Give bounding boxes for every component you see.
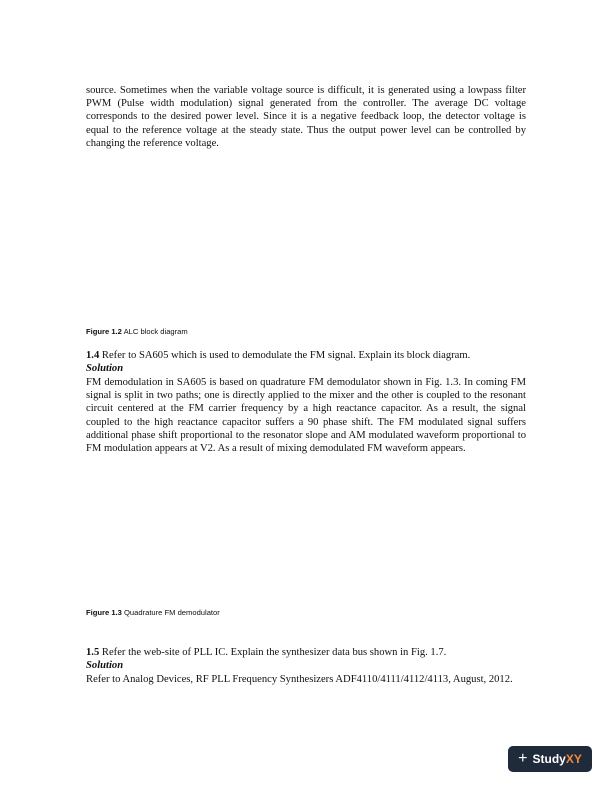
question-1-4 xyxy=(86,349,526,362)
question-1-4-text: Refer to SA605 which is used to demodulate the FM signal. Explain its block diagram. xyxy=(99,350,471,361)
solution-1-4-answer: FM demodulation in SA605 is based on quadrature FM demodulator shown in Fig. 1.3. In coming FM signal is split in two paths; one is directly applied to the mixer and the other is coupled to the resonant circuit centered at the FM carrier frequency by a high reactance capacitor. As a result, the signal coupled to the high reactance capacitor suffers a 90 phase shift. The FM modulated signal suffers additional phase shift proportional to the resonator slope and AM modulated waveform proportional to FM modulation appears at V2. As a result of mixing demodulated FM waveform appears. xyxy=(86,377,526,455)
intro-paragraph: source. Sometimes when the variable voltage source is difficult, it is generated using a lowpass filter PWM (Pulse width modulation) signal generated from the controller. The average DC voltage corresponds to the desired power level. Since it is a negative feedback loop, the detector voltage is equal to the reference voltage at the steady state. Thus the output power level can be controlled by changing the reference voltage. xyxy=(86,85,526,149)
figure-1-2-text: ALC block diagram xyxy=(121,327,188,336)
figure-1-3-number: Figure 1.3 xyxy=(86,608,122,617)
solution-1-4-label: Solution xyxy=(86,363,124,374)
figure-1-3-caption xyxy=(86,608,220,617)
studyxy-badge[interactable] xyxy=(508,746,592,772)
brand-name-accent: XY xyxy=(565,752,582,766)
question-1-4-number: 1.4 xyxy=(86,350,100,361)
question-1-5-number: 1.5 xyxy=(86,647,100,658)
brand-name-main: Study xyxy=(532,752,566,766)
figure-1-2-caption xyxy=(86,327,188,336)
figure-1-3-text: Quadrature FM demodulator xyxy=(121,608,220,617)
figure-1-2-number: Figure 1.2 xyxy=(86,327,122,336)
question-1-5-text: Refer the web-site of PLL IC. Explain the synthesizer data bus shown in Fig. 1.7. xyxy=(99,647,447,658)
solution-1-5-label: Solution xyxy=(86,660,124,671)
solution-1-5-answer: Refer to Analog Devices, RF PLL Frequency Synthesizers ADF4110/4111/4112/4113, August, 2012. xyxy=(86,674,513,685)
question-1-5 xyxy=(86,646,526,659)
plus-icon: + xyxy=(518,750,528,767)
